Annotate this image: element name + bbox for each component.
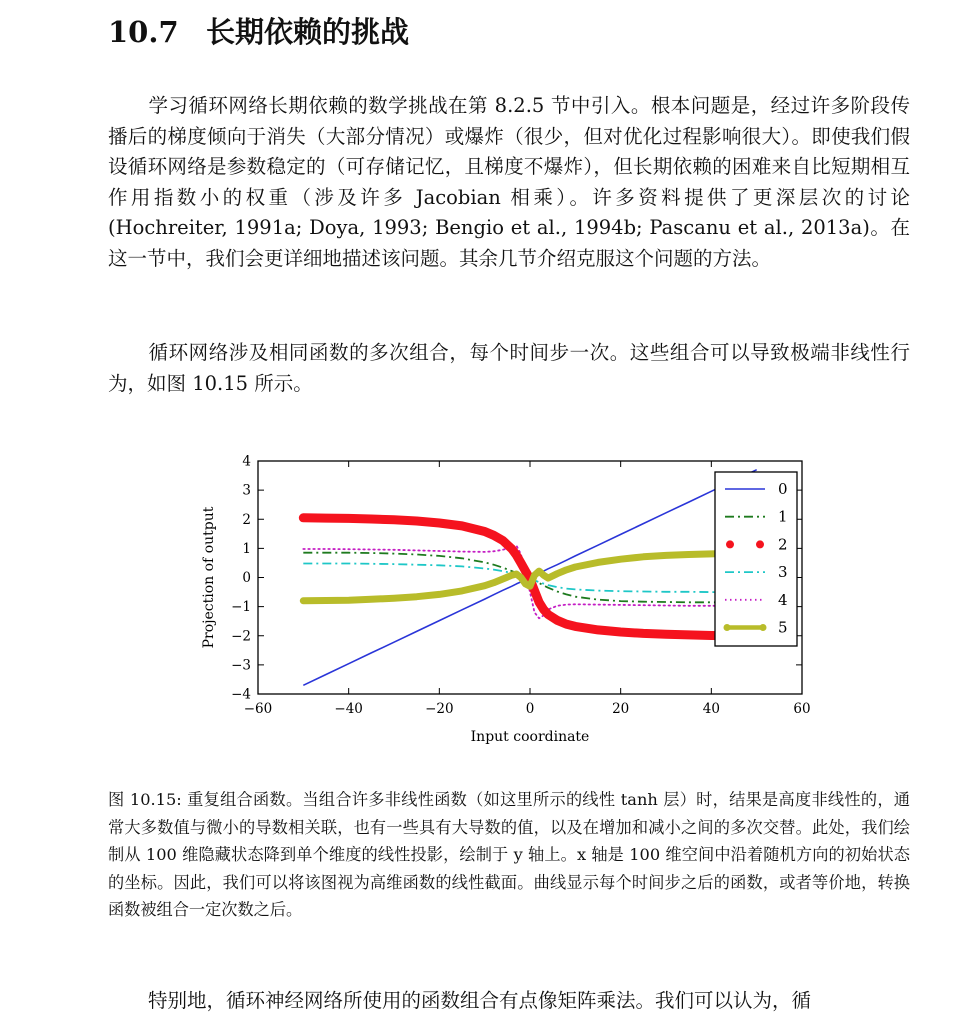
y-tick-label: 3	[242, 482, 251, 499]
x-tick-label: −40	[334, 701, 363, 717]
y-tick-label: −4	[231, 686, 251, 703]
y-tick-label: 0	[242, 570, 251, 586]
x-tick-label: −60	[243, 701, 273, 717]
section-heading: 长期依赖的挑战	[206, 15, 410, 49]
paragraph-composition-text: 循环网络涉及相同函数的多次组合，每个时间步一次。这些组合可以导致极端非线性行为，如图 10.15 所示。	[108, 341, 910, 395]
section-title	[108, 10, 409, 51]
legend-label: 5	[778, 618, 788, 637]
legend-marker	[760, 624, 767, 631]
caption-text: 重复组合函数。当组合许多非线性函数（如这里所示的线性 tanh 层）时，结果是高度非线性的，通常大多数值与微小的导数相关联，也有一些具有大导数的值，以及在增加和减小之间的多次交替。此处，我们绘制从 100 维隐藏状态降到单个维度的线性投影，绘制于 y 轴上。x 轴是 100 维空间中沿着随机方向的初始状态的坐标。因此，我们可以将该图视为高维函数的线性截面。曲线显示每个时间步之后的函数，或者等价地，转换函数被组合一定次数之后。	[108, 790, 910, 919]
y-tick-label: 1	[242, 540, 251, 557]
legend-label: 1	[778, 507, 788, 526]
figure-caption	[108, 786, 910, 924]
y-tick-label: −2	[231, 628, 251, 645]
y-tick-label: −3	[231, 657, 251, 674]
y-axis-label: Projection of output	[201, 506, 217, 649]
legend-label: 0	[778, 480, 788, 498]
legend-marker	[726, 540, 734, 548]
paragraph-composition	[108, 338, 910, 399]
paragraph-matrix-text: 特别地，循环神经网络所使用的函数组合有点像矩阵乘法。我们可以认为，循	[148, 989, 812, 1012]
caption-label: 图 10.15:	[108, 790, 182, 809]
y-tick-label: 4	[242, 453, 251, 470]
legend-marker	[756, 540, 764, 548]
y-tick-label: −1	[231, 599, 251, 616]
paragraph-intro	[108, 91, 910, 275]
section-number: 10.7	[108, 15, 179, 49]
x-tick-label: 40	[702, 701, 720, 717]
legend-label: 2	[778, 535, 788, 554]
y-tick-label: 2	[242, 511, 251, 528]
x-tick-label: 60	[793, 701, 811, 717]
legend-label: 4	[778, 590, 788, 609]
x-tick-label: 0	[525, 701, 535, 717]
paragraph-matrix	[108, 986, 910, 1017]
series-2-line	[303, 518, 756, 636]
legend-label: 3	[778, 563, 788, 582]
x-tick-label: −20	[425, 701, 454, 717]
legend-marker	[724, 624, 731, 631]
x-axis-label: Input coordinate	[470, 729, 590, 745]
x-tick-label: 20	[612, 701, 630, 717]
paragraph-intro-text: 学习循环网络长期依赖的数学挑战在第 8.2.5 节中引入。根本问题是，经过许多阶段传播后的梯度倾向于消失（大部分情况）或爆炸（很少，但对优化过程影响很大）。即使我们假设循环网络是参数稳定的（可存储记忆，且梯度不爆炸），但长期依赖的困难来自比短期相互作用指数小的权重（涉及许多 Jacobian 相乘）。许多资料提供了更深层次的讨论 (Hochreiter, 1991a; Doya, 1993; Bengio et al., 1994b; Pascanu et al., 2013a)。在这一节中，我们会更详细地描述该问题。其余几节介绍克服这个问题的方法。	[108, 94, 910, 270]
figure-10-15-chart	[190, 446, 830, 751]
